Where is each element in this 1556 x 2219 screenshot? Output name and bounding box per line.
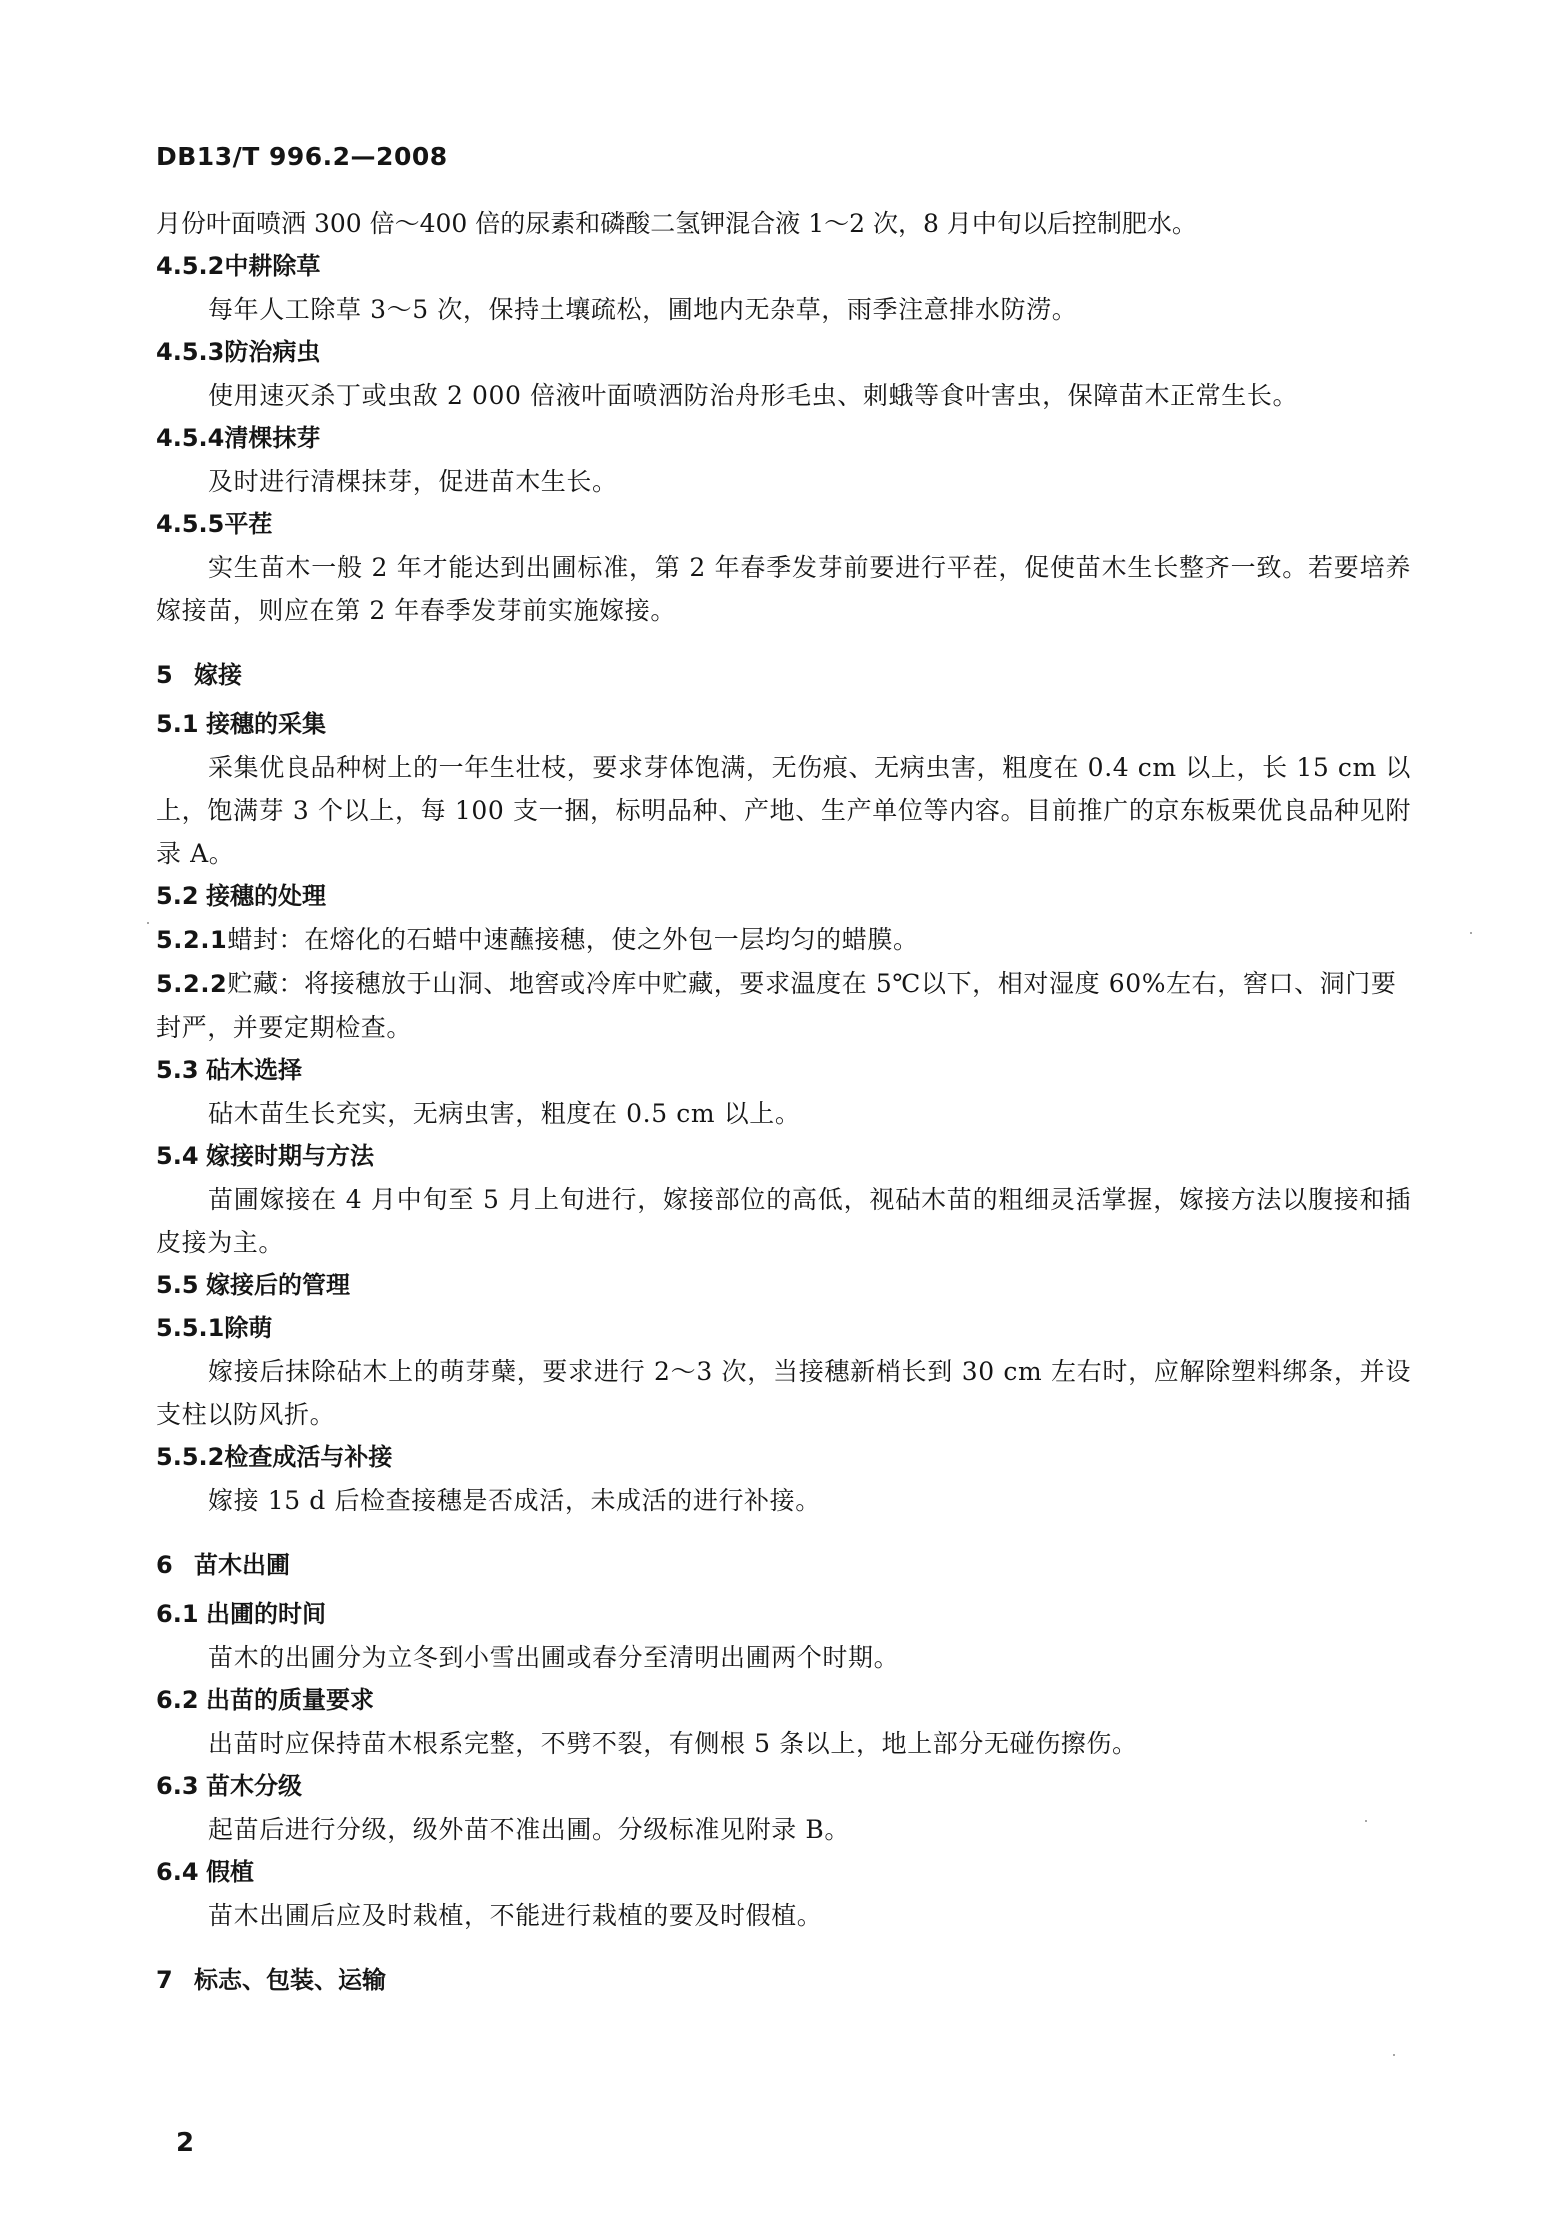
heading-number: 6.3 <box>156 1772 199 1800</box>
heading-title: 苗木出圃 <box>194 1551 290 1579</box>
heading-5-3 <box>156 1049 1411 1092</box>
paragraph: 起苗后进行分级，级外苗不准出圃。分级标准见附录 B。 <box>208 1815 850 1844</box>
heading-number: 5.1 <box>156 710 199 738</box>
heading-number: 5.5 <box>156 1271 199 1299</box>
paragraph: 嫁接 15 d 后检查接穗是否成活，未成活的进行补接。 <box>208 1486 821 1515</box>
clause-text: 蜡封：在熔化的石蜡中速蘸接穗，使之外包一层均匀的蜡膜。 <box>227 925 919 954</box>
page-number: 2 <box>176 2128 195 2158</box>
heading-number: 6 <box>156 1551 173 1579</box>
heading-5-5 <box>156 1264 1411 1307</box>
heading-6-2 <box>156 1679 1411 1722</box>
heading-5-1 <box>156 703 1411 746</box>
heading-number: 6.1 <box>156 1600 199 1628</box>
heading-4-5-4 <box>156 417 1411 460</box>
heading-5-4 <box>156 1135 1411 1178</box>
paragraph: 苗圃嫁接在 4 月中旬至 5 月上旬进行，嫁接部位的高低，视砧木苗的粗细灵活掌握，嫁接方法以腹接和插皮接为主。 <box>156 1185 1411 1257</box>
heading-6 <box>156 1544 1411 1587</box>
paragraph: 嫁接后抹除砧木上的萌芽蘖，要求进行 2～3 次，当接穗新梢长到 30 cm 左右时，应解除塑料绑条，并设支柱以防风折。 <box>156 1357 1411 1429</box>
heading-title: 中耕除草 <box>224 252 321 280</box>
heading-title: 嫁接时期与方法 <box>206 1142 374 1170</box>
heading-5-5-2 <box>156 1436 1411 1479</box>
heading-number: 7 <box>156 1966 173 1994</box>
paragraph: 使用速灭杀丁或虫敌 2 000 倍液叶面喷洒防治舟形毛虫、刺蛾等食叶害虫，保障苗木正常生长。 <box>208 381 1299 410</box>
heading-number: 6.4 <box>156 1858 199 1886</box>
scan-speck <box>1365 1820 1367 1822</box>
heading-title: 防治病虫 <box>224 338 321 366</box>
subclause-5-2-1 <box>156 918 1411 962</box>
heading-5 <box>156 654 1411 697</box>
paragraph: 采集优良品种树上的一年生壮枝，要求芽体饱满，无伤痕、无病虫害，粗度在 0.4 cm 以上，长 15 cm 以上，饱满芽 3 个以上，每 100 支一捆，标明品种、产地、生产单位等内容。目前推广的京东板栗优良品种见附录 A。 <box>156 753 1411 868</box>
paragraph: 苗木的出圃分为立冬到小雪出圃或春分至清明出圃两个时期。 <box>208 1643 900 1672</box>
heading-7 <box>156 1959 1411 2002</box>
subclause-5-2-2 <box>156 962 1411 1049</box>
clause-number: 5.2.2 <box>156 970 228 998</box>
heading-title: 嫁接 <box>194 661 242 689</box>
heading-number: 5 <box>156 661 173 689</box>
heading-number: 4.5.2 <box>156 252 225 280</box>
heading-title: 平茬 <box>224 510 273 538</box>
heading-6-3 <box>156 1765 1411 1808</box>
scan-speck <box>147 922 149 924</box>
heading-6-4 <box>156 1851 1411 1894</box>
document-body <box>156 202 1411 2008</box>
heading-title: 清棵抹芽 <box>224 424 321 452</box>
heading-title: 苗木分级 <box>206 1772 302 1800</box>
heading-title: 接穗的采集 <box>206 710 326 738</box>
heading-number: 5.5.1 <box>156 1314 225 1342</box>
heading-number: 5.5.2 <box>156 1443 225 1471</box>
scan-speck <box>1393 2054 1395 2056</box>
heading-number: 5.3 <box>156 1056 199 1084</box>
paragraph: 及时进行清棵抹芽，促进苗木生长。 <box>208 467 618 496</box>
heading-4-5-5 <box>156 503 1411 546</box>
clause-number: 5.2.1 <box>156 926 228 954</box>
clause-text: 贮藏：将接穗放于山洞、地窖或冷库中贮藏，要求温度在 5℃以下，相对湿度 60%左右，窖口、洞门要封严，并要定期检查。 <box>156 969 1397 1042</box>
heading-title: 除萌 <box>224 1314 273 1342</box>
paragraph: 每年人工除草 3～5 次，保持土壤疏松，圃地内无杂草，雨季注意排水防涝。 <box>208 295 1078 324</box>
heading-title: 检查成活与补接 <box>224 1443 393 1471</box>
standard-number: DB13/T 996.2—2008 <box>156 142 448 171</box>
heading-title: 标志、包装、运输 <box>194 1966 386 1994</box>
paragraph: 出苗时应保持苗木根系完整，不劈不裂，有侧根 5 条以上，地上部分无碰伤擦伤。 <box>208 1729 1138 1758</box>
heading-title: 假植 <box>206 1858 254 1886</box>
heading-number: 4.5.4 <box>156 424 225 452</box>
heading-5-2 <box>156 875 1411 918</box>
heading-number: 5.2 <box>156 882 199 910</box>
heading-title: 嫁接后的管理 <box>206 1271 350 1299</box>
paragraph: 砧木苗生长充实，无病虫害，粗度在 0.5 cm 以上。 <box>208 1099 801 1128</box>
heading-number: 6.2 <box>156 1686 199 1714</box>
heading-5-5-1 <box>156 1307 1411 1350</box>
heading-title: 出苗的质量要求 <box>206 1686 374 1714</box>
heading-6-1 <box>156 1593 1411 1636</box>
scan-speck <box>1470 932 1472 934</box>
heading-number: 4.5.5 <box>156 510 225 538</box>
heading-number: 4.5.3 <box>156 338 225 366</box>
heading-number: 5.4 <box>156 1142 199 1170</box>
continued-text: 月份叶面喷洒 300 倍～400 倍的尿素和磷酸二氢钾混合液 1～2 次，8 月中旬以后控制肥水。 <box>156 209 1197 238</box>
heading-title: 接穗的处理 <box>206 882 326 910</box>
heading-4-5-2 <box>156 245 1411 288</box>
heading-title: 出圃的时间 <box>206 1600 326 1628</box>
heading-4-5-3 <box>156 331 1411 374</box>
paragraph: 实生苗木一般 2 年才能达到出圃标准，第 2 年春季发芽前要进行平茬，促使苗木生长整齐一致。若要培养嫁接苗，则应在第 2 年春季发芽前实施嫁接。 <box>156 553 1411 625</box>
paragraph: 苗木出圃后应及时栽植，不能进行栽植的要及时假植。 <box>208 1901 823 1930</box>
heading-title: 砧木选择 <box>206 1056 302 1084</box>
